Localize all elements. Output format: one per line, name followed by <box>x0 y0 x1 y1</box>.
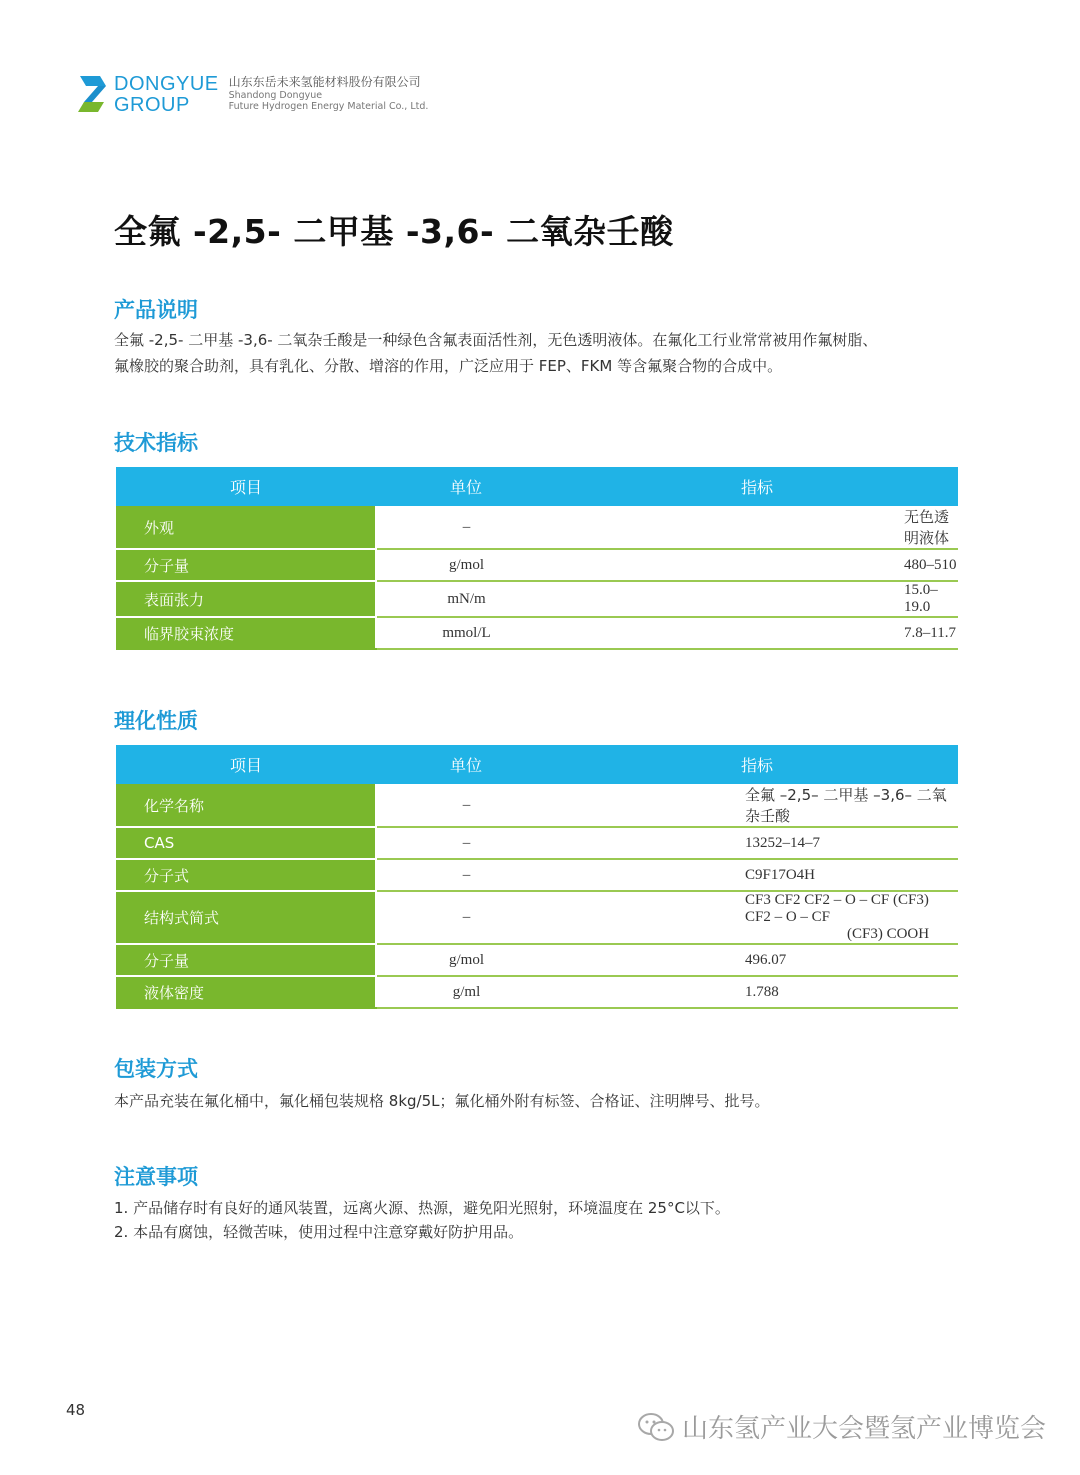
row-value: 7.8–11.7 <box>556 617 958 649</box>
packaging-text: 本产品充装在氟化桶中，氟化桶包装规格 8kg/5L；氟化桶外附有标签、合格证、注明牌号、批号。 <box>114 1092 770 1110</box>
notes-list <box>114 1196 964 1244</box>
table-row <box>116 859 958 891</box>
row-unit: – <box>376 506 556 549</box>
table-row <box>116 549 958 581</box>
note-item-1: 1. 产品储存时有良好的通风装置，远离火源、热源，避免阳光照射，环境温度在 25°C以下。 <box>114 1199 730 1217</box>
description-text <box>114 327 964 379</box>
row-item: 分子量 <box>116 549 376 581</box>
row-item: 分子量 <box>116 944 376 976</box>
table-row <box>116 827 958 859</box>
company-name-en-2: Future Hydrogen Energy Material Co., Ltd. <box>228 101 429 112</box>
description-line-1: 全氟 -2,5- 二甲基 -3,6- 二氧杂壬酸是一种绿色含氟表面活性剂，无色透明液体。在氟化工行业常常被用作氟树脂、 <box>114 331 878 349</box>
section-heading-description: 产品说明 <box>114 298 198 322</box>
brand-wordmark <box>114 74 219 115</box>
row-unit: g/ml <box>376 976 556 1008</box>
row-unit: mN/m <box>376 581 556 617</box>
row-unit: g/mol <box>376 549 556 581</box>
company-name-cn: 山东东岳未来氢能材料股份有限公司 <box>228 75 421 89</box>
brand-line-1: DONGYUE <box>114 72 219 95</box>
tech-spec-table <box>116 467 958 650</box>
section-heading-packaging: 包装方式 <box>114 1057 198 1081</box>
row-value: C9F17O4H <box>556 859 958 891</box>
table-row <box>116 944 958 976</box>
watermark-text: 山东氢产业大会暨氢产业博览会 <box>681 1414 1046 1444</box>
row-value: 全氟 –2,5– 二甲基 –3,6– 二氧杂壬酸 <box>556 784 958 827</box>
column-header-item: 项目 <box>116 745 376 784</box>
row-unit: mmol/L <box>376 617 556 649</box>
company-name <box>229 76 429 112</box>
row-value: 13252–14–7 <box>556 827 958 859</box>
structure-line-1: CF3 CF2 CF2 – O – CF (CF3) CF2 – O – CF <box>745 892 929 925</box>
table-header-row <box>116 467 958 506</box>
column-header-value: 指标 <box>556 467 958 506</box>
row-unit: – <box>376 891 556 944</box>
table-row <box>116 891 958 944</box>
table-header-row <box>116 745 958 784</box>
row-item: 化学名称 <box>116 784 376 827</box>
column-header-unit: 单位 <box>376 745 556 784</box>
wechat-icon <box>636 1412 676 1442</box>
table-row <box>116 581 958 617</box>
row-item: 临界胶束浓度 <box>116 617 376 649</box>
row-value: 15.0–19.0 <box>556 581 958 617</box>
section-heading-physchem: 理化性质 <box>114 709 198 733</box>
row-item: 分子式 <box>116 859 376 891</box>
row-unit: – <box>376 784 556 827</box>
row-unit: – <box>376 859 556 891</box>
page-title: 全氟 -2,5- 二甲基 -3,6- 二氧杂壬酸 <box>114 212 674 251</box>
row-unit: g/mol <box>376 944 556 976</box>
row-item: 表面张力 <box>116 581 376 617</box>
dongyue-logo-icon <box>78 72 110 116</box>
row-unit: – <box>376 827 556 859</box>
structure-line-2: (CF3) COOH <box>847 926 930 942</box>
row-value: 无色透明液体 <box>556 506 958 549</box>
row-item: 外观 <box>116 506 376 549</box>
watermark <box>636 1408 1046 1445</box>
row-item: CAS <box>116 827 376 859</box>
brand-line-2: GROUP <box>114 93 190 116</box>
section-heading-notes: 注意事项 <box>114 1165 198 1189</box>
physchem-table <box>116 745 958 1009</box>
table-row <box>116 506 958 549</box>
note-item-2: 2. 本品有腐蚀，轻微苦味，使用过程中注意穿戴好防护用品。 <box>114 1223 524 1241</box>
column-header-item: 项目 <box>116 467 376 506</box>
row-item: 结构式简式 <box>116 891 376 944</box>
table-row <box>116 784 958 827</box>
description-line-2: 氟橡胶的聚合助剂，具有乳化、分散、增溶的作用，广泛应用于 FEP、FKM 等含氟聚合物的合成中。 <box>114 357 783 375</box>
row-value: 480–510 <box>556 549 958 581</box>
row-value: 496.07 <box>556 944 958 976</box>
company-name-en-1: Shandong Dongyue <box>228 90 323 101</box>
table-row <box>116 976 958 1008</box>
header <box>78 72 428 116</box>
row-item: 液体密度 <box>116 976 376 1008</box>
section-heading-tech: 技术指标 <box>114 431 198 455</box>
page-number: 48 <box>66 1401 86 1419</box>
column-header-unit: 单位 <box>376 467 556 506</box>
row-value <box>556 891 958 944</box>
column-header-value: 指标 <box>556 745 958 784</box>
table-row <box>116 617 958 649</box>
row-value: 1.788 <box>556 976 958 1008</box>
